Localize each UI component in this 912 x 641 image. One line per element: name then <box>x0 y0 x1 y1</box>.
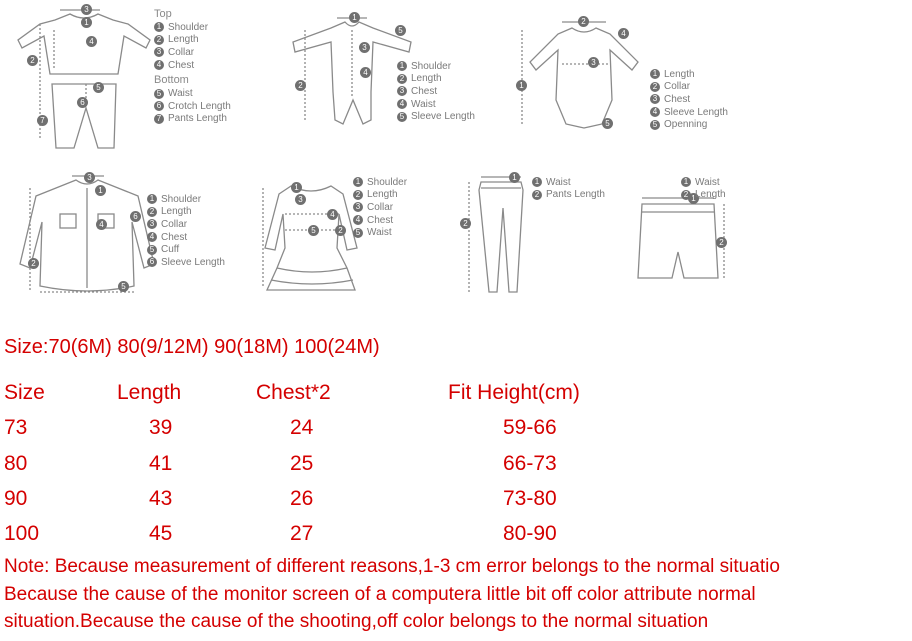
table-cell: 73-80 <box>503 487 557 510</box>
number-icon: 4 <box>154 60 164 70</box>
leggings-legend <box>532 176 605 201</box>
size-options-line: Size:70(6M) 80(9/12M) 90(18M) 100(24M) <box>4 336 380 358</box>
marker: 4 <box>96 219 107 230</box>
marker: 5 <box>395 25 406 36</box>
marker: 2 <box>578 16 589 27</box>
number-icon: 2 <box>532 190 542 200</box>
romper-legend <box>397 60 475 123</box>
marker: 1 <box>516 80 527 91</box>
legend-item: Shoulder <box>411 60 452 72</box>
number-icon: 1 <box>681 177 691 187</box>
table-cell: 73 <box>4 416 28 439</box>
table-cell: 80-90 <box>503 522 557 545</box>
marker: 1 <box>81 17 92 28</box>
diagram-bodysuit <box>510 0 730 160</box>
legend-item: Length <box>168 34 199 46</box>
marker: 3 <box>588 57 599 68</box>
legend-item: Waist <box>695 176 720 188</box>
marker: 4 <box>86 36 97 47</box>
marker: 5 <box>308 225 319 236</box>
legend-item: Sleeve Length <box>161 256 225 268</box>
shorts-legend <box>681 176 726 201</box>
marker: 5 <box>118 281 129 292</box>
legend-header-top: Top <box>154 8 172 20</box>
legend-item: Sleeve Length <box>664 106 728 118</box>
marker: 2 <box>28 258 39 269</box>
marker: 3 <box>84 172 95 183</box>
table-cell: 80 <box>4 452 28 475</box>
legend-item: Shoulder <box>161 193 202 205</box>
legend-item: Length <box>161 206 192 218</box>
table-header-fit-height: Fit Height(cm) <box>448 381 580 404</box>
legend-item: Collar <box>367 201 394 213</box>
marker: 2 <box>716 237 727 248</box>
two-piece-set-illustration <box>0 0 150 160</box>
note-line-1: Note: Because measurement of different reasons,1-3 cm error belongs to the normal situatio <box>4 556 780 577</box>
marker: 4 <box>327 209 338 220</box>
number-icon: 1 <box>650 69 660 79</box>
number-icon: 5 <box>353 228 363 238</box>
marker: 3 <box>295 194 306 205</box>
number-icon: 1 <box>147 194 157 204</box>
legend-item: Pants Length <box>546 189 605 201</box>
diagram-two-piece-set <box>0 0 250 160</box>
legend-item: Shoulder <box>367 176 408 188</box>
marker: 2 <box>335 225 346 236</box>
table-header-size: Size <box>4 381 45 404</box>
legend-item: Openning <box>664 119 708 131</box>
legend-item: Waist <box>367 227 392 239</box>
note-line-3: situation.Because the cause of the shooting,off color belongs to the normal situation <box>4 611 709 632</box>
shirt-legend <box>147 193 225 269</box>
number-icon: 3 <box>147 219 157 229</box>
marker: 1 <box>509 172 520 183</box>
table-header-chest: Chest*2 <box>256 381 331 404</box>
legend-item: Cuff <box>161 244 180 256</box>
number-icon: 4 <box>650 107 660 117</box>
marker: 4 <box>618 28 629 39</box>
legend-item: Sleeve Length <box>411 111 475 123</box>
number-icon: 2 <box>353 190 363 200</box>
size-diagrams <box>0 0 912 310</box>
romper-illustration <box>285 0 415 160</box>
number-icon: 3 <box>353 202 363 212</box>
marker: 1 <box>95 185 106 196</box>
leggings-illustration <box>455 168 535 308</box>
number-icon: 6 <box>147 257 157 267</box>
diagram-dress <box>255 168 455 308</box>
number-icon: 2 <box>681 190 691 200</box>
number-icon: 5 <box>650 120 660 130</box>
number-icon: 5 <box>154 89 164 99</box>
number-icon: 3 <box>397 86 407 96</box>
marker: 2 <box>460 218 471 229</box>
marker: 4 <box>360 67 371 78</box>
dress-legend <box>353 176 407 239</box>
table-cell: 100 <box>4 522 40 545</box>
table-cell: 43 <box>149 487 173 510</box>
number-icon: 4 <box>147 232 157 242</box>
legend-item: Chest <box>168 59 195 71</box>
diagram-shorts <box>628 168 748 308</box>
table-cell: 90 <box>4 487 28 510</box>
number-icon: 6 <box>154 101 164 111</box>
table-cell: 39 <box>149 416 173 439</box>
number-icon: 2 <box>147 207 157 217</box>
number-icon: 1 <box>532 177 542 187</box>
number-icon: 3 <box>650 94 660 104</box>
legend-item: Collar <box>168 46 195 58</box>
number-icon: 4 <box>353 215 363 225</box>
table-cell: 45 <box>149 522 173 545</box>
marker: 1 <box>688 193 699 204</box>
legend-item: Chest <box>161 231 188 243</box>
table-cell: 25 <box>290 452 314 475</box>
bodysuit-legend <box>650 68 728 131</box>
table-cell: 59-66 <box>503 416 557 439</box>
number-icon: 5 <box>147 245 157 255</box>
marker: 2 <box>27 55 38 66</box>
table-cell: 24 <box>290 416 314 439</box>
legend-item: Crotch Length <box>168 100 231 112</box>
table-header-length: Length <box>117 381 182 404</box>
legend-item: Waist <box>411 98 436 110</box>
number-icon: 1 <box>397 61 407 71</box>
marker: 5 <box>602 118 613 129</box>
table-cell: 26 <box>290 487 314 510</box>
legend-item: Waist <box>168 88 193 100</box>
table-cell: 41 <box>149 452 173 475</box>
marker: 3 <box>359 42 370 53</box>
number-icon: 7 <box>154 114 164 124</box>
legend-item: Waist <box>546 176 571 188</box>
marker: 2 <box>295 80 306 91</box>
number-icon: 3 <box>154 47 164 57</box>
number-icon: 1 <box>154 22 164 32</box>
legend-item: Collar <box>161 218 188 230</box>
number-icon: 2 <box>154 35 164 45</box>
table-cell: 27 <box>290 522 314 545</box>
marker: 1 <box>291 182 302 193</box>
marker: 1 <box>349 12 360 23</box>
legend-item: Shoulder <box>168 21 209 33</box>
diagram-leggings <box>455 168 635 308</box>
legend-item: Length <box>411 73 442 85</box>
number-icon: 1 <box>353 177 363 187</box>
legend-item: Chest <box>411 85 438 97</box>
number-icon: 5 <box>397 112 407 122</box>
diagram-romper <box>285 0 485 160</box>
legend-item: Chest <box>664 93 691 105</box>
legend-header-bottom: Bottom <box>154 74 189 87</box>
diagram-shirt <box>0 168 240 308</box>
marker: 6 <box>77 97 88 108</box>
legend-item: Length <box>695 189 726 201</box>
marker: 5 <box>93 82 104 93</box>
marker: 3 <box>81 4 92 15</box>
legend-item: Pants Length <box>168 113 227 125</box>
table-cell: 66-73 <box>503 452 557 475</box>
number-icon: 4 <box>397 99 407 109</box>
note-line-2: Because the cause of the monitor screen of a computera little bit off color attribute normal <box>4 584 756 605</box>
two-piece-set-legend <box>154 8 231 125</box>
marker: 6 <box>130 211 141 222</box>
legend-item: Length <box>367 189 398 201</box>
dress-illustration <box>255 168 365 308</box>
marker: 7 <box>37 115 48 126</box>
number-icon: 2 <box>397 74 407 84</box>
legend-item: Collar <box>664 81 691 93</box>
legend-item: Length <box>664 68 695 80</box>
legend-item: Chest <box>367 214 394 226</box>
number-icon: 2 <box>650 82 660 92</box>
